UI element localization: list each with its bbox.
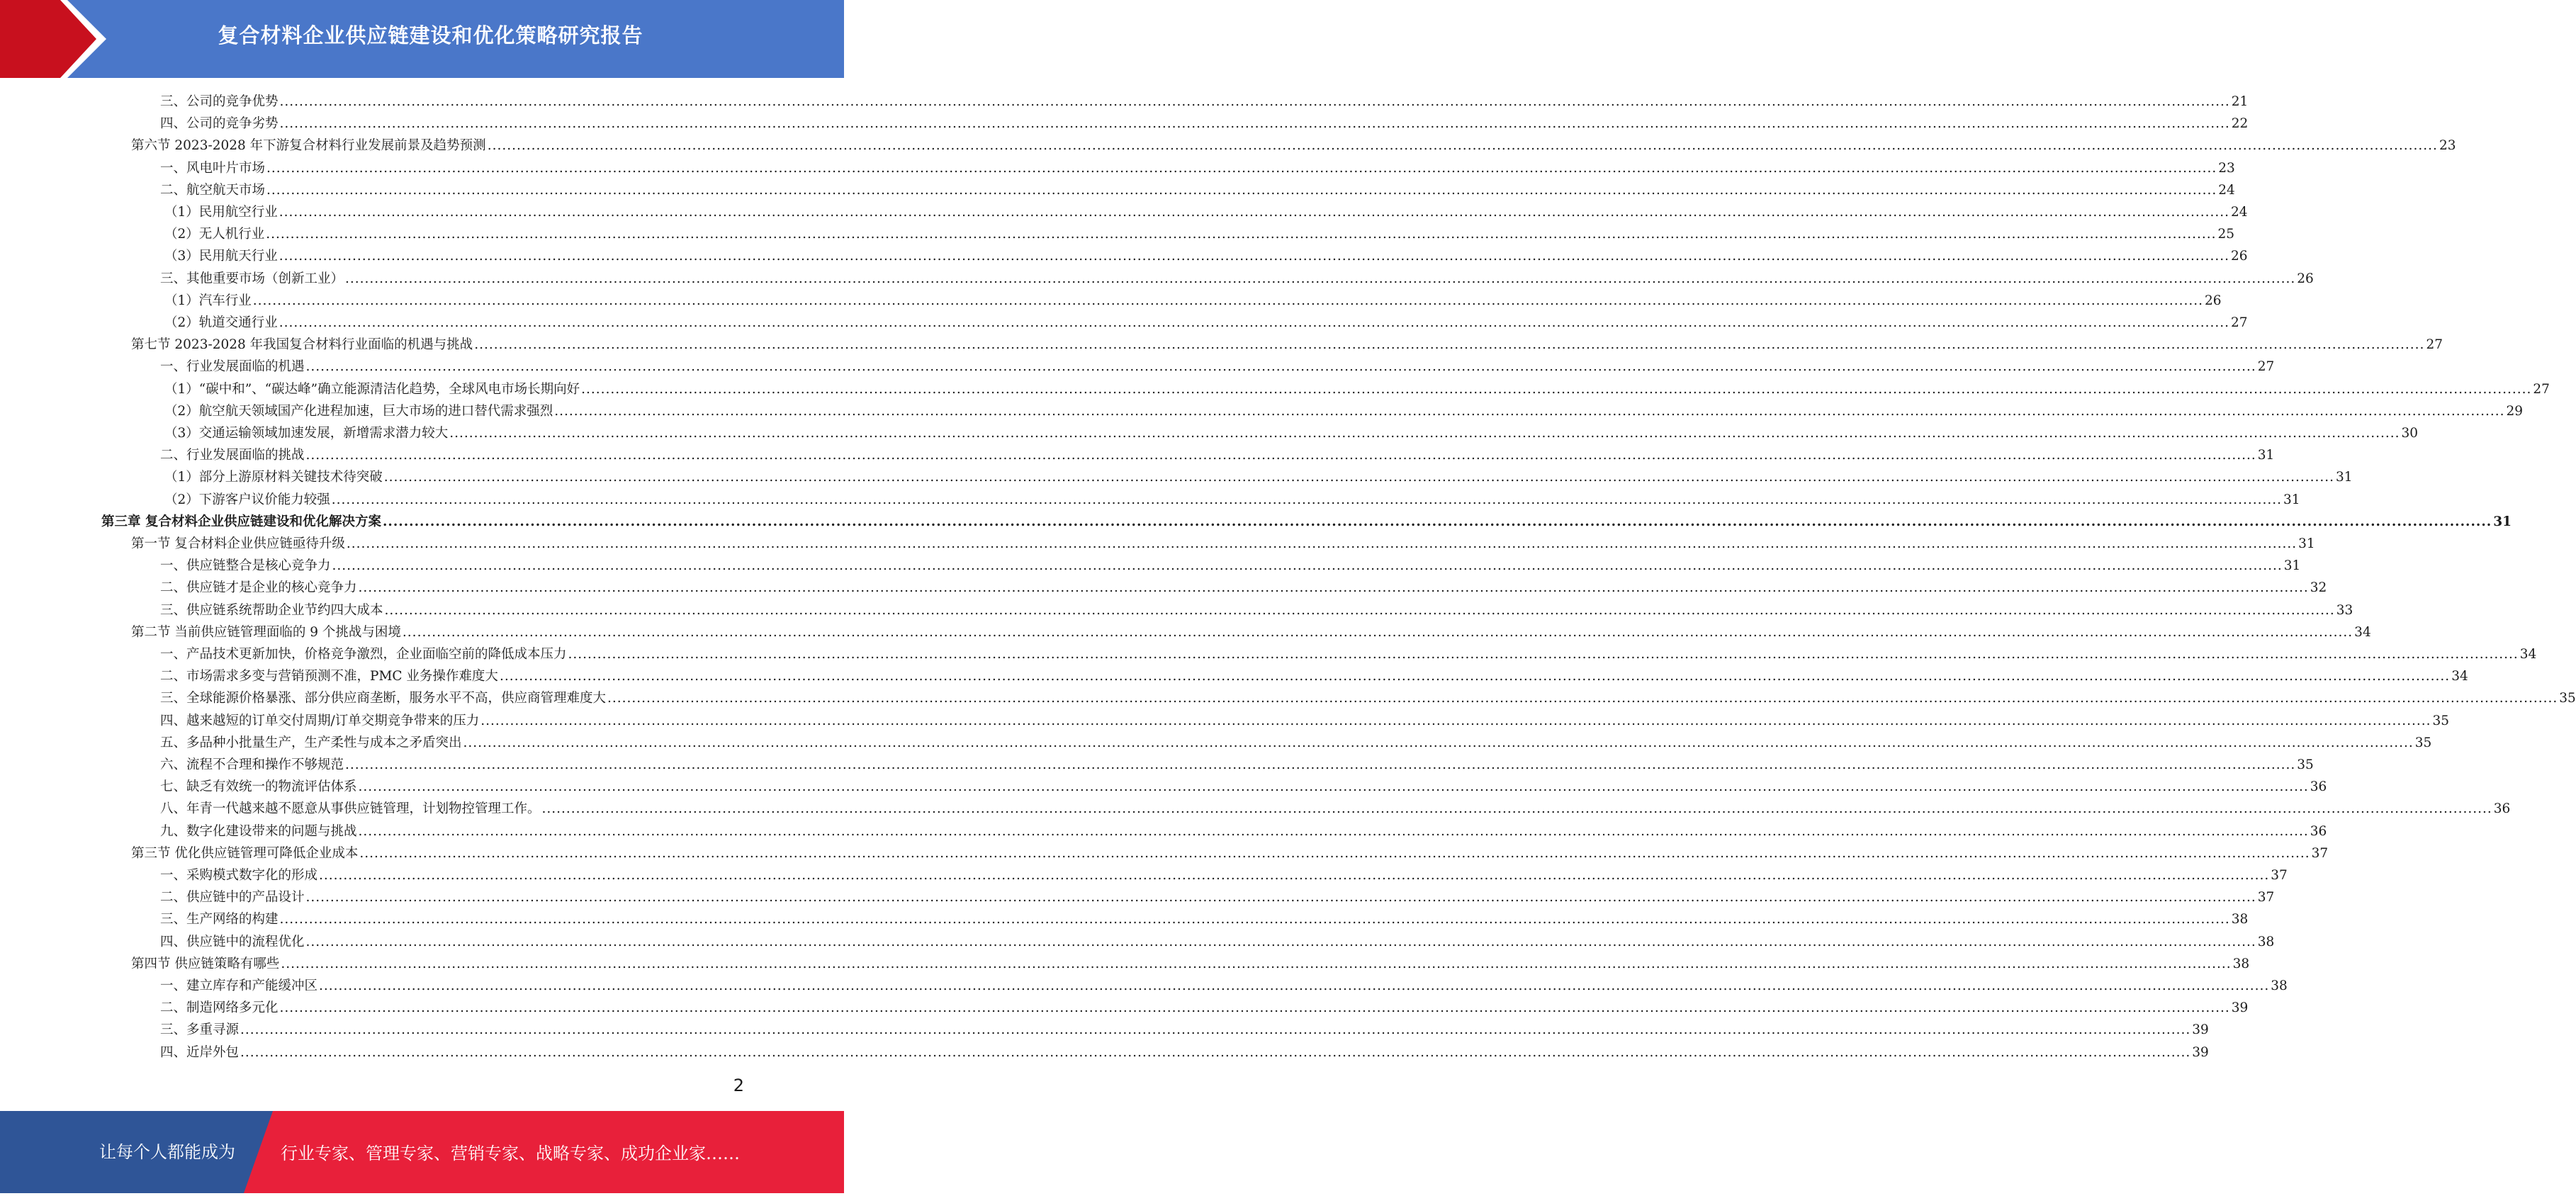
toc-entry-page: 38 xyxy=(2257,934,2275,949)
toc-entry-title: 九、数字化建设带来的问题与挑战 xyxy=(160,823,357,839)
toc-entry-page: 31 xyxy=(2283,558,2301,574)
toc-entry-page: 22 xyxy=(2231,116,2249,132)
toc-entry-title: 二、供应链中的产品设计 xyxy=(160,890,305,906)
toc-dot-leader: ................................................................................................................................................................................................................................................................................................................................................................................................................ xyxy=(581,381,2532,397)
toc-entry-title: （1）汽车行业 xyxy=(164,293,252,308)
toc-dot-leader: ................................................................................................................................................................................................................................................................................................................................................................................................................ xyxy=(541,801,2492,817)
toc-dot-leader: ................................................................................................................................................................................................................................................................................................................................................................................................................ xyxy=(279,94,2230,109)
toc-entry-page: 24 xyxy=(2218,182,2235,198)
toc-entry-title: 四、近岸外包 xyxy=(160,1044,240,1060)
toc-entry[interactable] xyxy=(131,533,2315,555)
toc-entry-page: 35 xyxy=(2559,691,2576,706)
toc-entry[interactable] xyxy=(160,665,2468,687)
toc-entry-title: 一、行业发展面临的机遇 xyxy=(160,359,305,375)
toc-entry-page: 27 xyxy=(2533,381,2550,397)
toc-entry-page: 36 xyxy=(2493,801,2511,817)
toc-entry[interactable] xyxy=(160,1042,2209,1064)
toc-entry-title: 二、制造网络多元化 xyxy=(160,1000,279,1016)
toc-entry-page: 31 xyxy=(2283,492,2300,507)
toc-dot-leader: ................................................................................................................................................................................................................................................................................................................................................................................................................ xyxy=(266,182,2217,198)
toc-entry-title: 一、供应链整合是核心竞争力 xyxy=(160,558,331,574)
toc-entry[interactable] xyxy=(160,886,2275,908)
toc-entry-title: 第六节 2023-2028 年下游复合材料行业发展前景及趋势预测 xyxy=(131,138,486,154)
toc-entry[interactable] xyxy=(160,157,2235,179)
toc-entry[interactable] xyxy=(164,312,2248,334)
toc-entry-title: （2）轨道交通行业 xyxy=(164,315,278,330)
toc-entry-page: 31 xyxy=(2298,536,2315,551)
toc-dot-leader: ................................................................................................................................................................................................................................................................................................................................................................................................................ xyxy=(449,426,2400,441)
toc-entry-title: 二、航空航天市场 xyxy=(160,182,266,198)
toc-entry-title: 第一节 复合材料企业供应链亟待升级 xyxy=(131,536,345,551)
toc-entry[interactable] xyxy=(164,422,2419,444)
toc-entry-title: 二、行业发展面临的挑战 xyxy=(160,448,305,463)
toc-dot-leader: ................................................................................................................................................................................................................................................................................................................................................................................................................ xyxy=(383,470,2335,485)
toc-entry[interactable] xyxy=(131,953,2250,975)
toc-dot-leader: ................................................................................................................................................................................................................................................................................................................................................................................................................ xyxy=(474,337,2425,353)
footer-slogan-right: 行业专家、管理专家、营销专家、战略专家、成功企业家…… xyxy=(281,1144,740,1163)
toc-dot-leader: ................................................................................................................................................................................................................................................................................................................................................................................................................ xyxy=(607,691,2558,706)
toc-dot-leader: ................................................................................................................................................................................................................................................................................................................................................................................................................ xyxy=(402,624,2353,640)
toc-entry-title: 一、产品技术更新加快，价格竞争激烈，企业面临空前的降低成本压力 xyxy=(160,647,567,662)
toc-dot-leader: ................................................................................................................................................................................................................................................................................................................................................................................................................ xyxy=(487,138,2438,154)
toc-entry-page: 27 xyxy=(2426,337,2443,353)
toc-dot-leader: ................................................................................................................................................................................................................................................................................................................................................................................................................ xyxy=(240,1044,2191,1060)
toc-entry-title: 第二节 当前供应链管理面临的 9 个挑战与困境 xyxy=(131,624,401,640)
toc-entry-title: 一、建立库存和产能缓冲区 xyxy=(160,978,318,993)
toc-entry-title: 第四节 供应链策略有哪些 xyxy=(131,956,280,971)
toc-entry-page: 33 xyxy=(2336,602,2353,618)
toc-entry-title: 三、多重寻源 xyxy=(160,1022,240,1038)
toc-entry[interactable] xyxy=(160,732,2432,754)
toc-entry[interactable] xyxy=(160,444,2275,466)
toc-dot-leader: ................................................................................................................................................................................................................................................................................................................................................................................................................ xyxy=(480,713,2431,728)
toc-entry-page: 39 xyxy=(2192,1022,2209,1038)
toc-entry-page: 21 xyxy=(2231,94,2249,109)
toc-entry[interactable] xyxy=(160,555,2301,577)
toc-entry[interactable] xyxy=(160,820,2327,842)
toc-entry[interactable] xyxy=(164,223,2235,245)
toc-dot-leader: ................................................................................................................................................................................................................................................................................................................................................................................................................ xyxy=(279,1000,2230,1016)
toc-entry-title: 第三节 优化供应链管理可降低企业成本 xyxy=(131,845,359,861)
toc-entry-page: 37 xyxy=(2271,868,2288,883)
toc-entry[interactable] xyxy=(160,179,2235,201)
toc-entry[interactable] xyxy=(164,466,2353,488)
toc-dot-leader: ................................................................................................................................................................................................................................................................................................................................................................................................................ xyxy=(358,580,2309,596)
toc-entry-title: （3）民用航天行业 xyxy=(164,249,278,264)
toc-entry-title: 六、流程不合理和操作不够规范 xyxy=(160,757,344,772)
toc-entry[interactable] xyxy=(160,997,2249,1019)
toc-entry-title: 三、其他重要市场（创新工业） xyxy=(160,271,344,286)
toc-entry[interactable] xyxy=(164,378,2550,400)
toc-dot-leader: ................................................................................................................................................................................................................................................................................................................................................................................................................ xyxy=(319,868,2270,883)
toc-entry-title: 第三章 复合材料企业供应链建设和优化解决方案 xyxy=(101,514,381,529)
toc-entry-title: （1）“碳中和”、“碳达峰”确立能源清洁化趋势，全球风电市场长期向好 xyxy=(164,381,580,397)
toc-entry[interactable] xyxy=(160,908,2249,930)
toc-entry-title: 三、供应链系统帮助企业节约四大成本 xyxy=(160,602,383,618)
toc-entry-page: 29 xyxy=(2506,403,2524,419)
toc-entry-title: （1）部分上游原材料关键技术待突破 xyxy=(164,470,383,485)
page-footer xyxy=(0,1111,844,1193)
toc-entry-title: （2）无人机行业 xyxy=(164,227,265,242)
toc-dot-leader: ................................................................................................................................................................................................................................................................................................................................................................................................................ xyxy=(345,757,2296,772)
toc-entry-page: 38 xyxy=(2271,978,2288,993)
toc-entry[interactable] xyxy=(160,356,2275,378)
toc-dot-leader: ................................................................................................................................................................................................................................................................................................................................................................................................................ xyxy=(358,823,2309,839)
toc-entry-page: 37 xyxy=(2257,890,2275,906)
toc-dot-leader: ................................................................................................................................................................................................................................................................................................................................................................................................................ xyxy=(358,779,2309,795)
toc-dot-leader: ................................................................................................................................................................................................................................................................................................................................................................................................................ xyxy=(384,602,2335,618)
toc-dot-leader: ................................................................................................................................................................................................................................................................................................................................................................................................................ xyxy=(279,249,2230,264)
toc-entry-title: 第七节 2023-2028 年我国复合材料行业面临的机遇与挑战 xyxy=(131,337,473,353)
toc-dot-leader: ................................................................................................................................................................................................................................................................................................................................................................................................................ xyxy=(266,160,2217,176)
toc-dot-leader: ................................................................................................................................................................................................................................................................................................................................................................................................................ xyxy=(252,293,2204,308)
toc-dot-leader: ................................................................................................................................................................................................................................................................................................................................................................................................................ xyxy=(305,359,2256,375)
toc-dot-leader: ................................................................................................................................................................................................................................................................................................................................................................................................................ xyxy=(279,315,2230,330)
toc-entry[interactable] xyxy=(101,511,2512,533)
toc-entry-page: 24 xyxy=(2231,205,2248,220)
toc-dot-leader: ................................................................................................................................................................................................................................................................................................................................................................................................................ xyxy=(279,116,2230,132)
toc-dot-leader: ................................................................................................................................................................................................................................................................................................................................................................................................................ xyxy=(281,956,2232,971)
toc-dot-leader: ................................................................................................................................................................................................................................................................................................................................................................................................................ xyxy=(463,735,2414,750)
toc-entry[interactable] xyxy=(160,599,2353,621)
toc-entry-title: （2）下游客户议价能力较强 xyxy=(164,492,330,507)
toc-entry-title: 一、采购模式数字化的形成 xyxy=(160,868,318,883)
toc-entry[interactable] xyxy=(164,400,2524,422)
toc-entry-page: 38 xyxy=(2232,956,2250,971)
toc-entry-title: （1）民用航空行业 xyxy=(164,205,278,220)
toc-entry[interactable] xyxy=(160,643,2537,665)
toc-entry-page: 25 xyxy=(2217,227,2235,242)
toc-entry[interactable] xyxy=(160,776,2327,798)
toc-entry-page: 34 xyxy=(2354,624,2371,640)
toc-dot-leader: ................................................................................................................................................................................................................................................................................................................................................................................................................ xyxy=(319,978,2270,993)
toc-entry[interactable] xyxy=(164,245,2248,267)
toc-entry-page: 26 xyxy=(2231,249,2248,264)
toc-entry-title: 一、风电叶片市场 xyxy=(160,160,266,176)
toc-entry-title: 四、越来越短的订单交付周期/订单交期竞争带来的压力 xyxy=(160,713,480,728)
toc-entry[interactable] xyxy=(160,975,2288,997)
toc-entry[interactable] xyxy=(160,113,2249,135)
toc-entry-page: 36 xyxy=(2310,779,2327,795)
toc-entry[interactable] xyxy=(131,842,2329,864)
toc-dot-leader: ................................................................................................................................................................................................................................................................................................................................................................................................................ xyxy=(305,890,2256,906)
toc-entry-page: 30 xyxy=(2401,426,2419,441)
toc-entry[interactable] xyxy=(160,1019,2209,1041)
toc-dot-leader: ................................................................................................................................................................................................................................................................................................................................................................................................................ xyxy=(345,271,2296,286)
toc-entry[interactable] xyxy=(160,754,2314,776)
toc-entry[interactable] xyxy=(164,201,2248,223)
toc-entry-page: 39 xyxy=(2192,1044,2209,1060)
toc-entry-page: 36 xyxy=(2310,823,2327,839)
toc-entry[interactable] xyxy=(131,621,2371,643)
report-title: 复合材料企业供应链建设和优化策略研究报告 xyxy=(218,23,643,47)
toc-entry-page: 27 xyxy=(2231,315,2248,330)
toc-entry-title: 三、生产网络的构建 xyxy=(160,912,279,927)
toc-entry[interactable] xyxy=(160,864,2288,886)
toc-entry-page: 35 xyxy=(2432,713,2450,728)
toc-entry-page: 26 xyxy=(2297,271,2314,286)
toc-entry-title: （3）交通运输领域加速发展，新增需求潜力较大 xyxy=(164,426,449,441)
toc-entry[interactable] xyxy=(160,798,2511,820)
toc-dot-leader: ................................................................................................................................................................................................................................................................................................................................................................................................................ xyxy=(331,492,2283,507)
toc-entry-page: 31 xyxy=(2493,514,2512,529)
toc-entry[interactable] xyxy=(131,135,2456,157)
toc-entry-page: 34 xyxy=(2451,669,2468,684)
toc-entry-page: 32 xyxy=(2310,580,2327,596)
toc-dot-leader: ................................................................................................................................................................................................................................................................................................................................................................................................................ xyxy=(499,669,2451,684)
toc-dot-leader: ................................................................................................................................................................................................................................................................................................................................................................................................................ xyxy=(554,403,2505,419)
toc-entry[interactable] xyxy=(164,290,2222,312)
toc-entry-page: 39 xyxy=(2231,1000,2249,1016)
page-header xyxy=(0,0,844,78)
header-red-arrow-icon xyxy=(0,0,106,78)
toc-entry-title: 四、公司的竞争劣势 xyxy=(160,116,279,132)
toc-entry-page: 38 xyxy=(2231,912,2249,927)
toc-entry-title: （2）航空航天领域国产化进程加速，巨大市场的进口替代需求强烈 xyxy=(164,403,553,419)
toc-entry-title: 八、年青一代越来越不愿意从事供应链管理，计划物控管理工作。 xyxy=(160,801,541,817)
toc-entry-page: 35 xyxy=(2414,735,2432,750)
toc-entry-page: 31 xyxy=(2257,448,2275,463)
toc-entry[interactable] xyxy=(160,91,2249,113)
toc-entry[interactable] xyxy=(160,931,2275,953)
toc-entry-page: 26 xyxy=(2205,293,2222,308)
toc-dot-leader: ................................................................................................................................................................................................................................................................................................................................................................................................................ xyxy=(346,536,2297,551)
toc-dot-leader: ................................................................................................................................................................................................................................................................................................................................................................................................................ xyxy=(240,1022,2191,1038)
toc-dot-leader: ................................................................................................................................................................................................................................................................................................................................................................................................................ xyxy=(305,934,2256,949)
toc-dot-leader: ................................................................................................................................................................................................................................................................................................................................................................................................................ xyxy=(266,227,2217,242)
toc-dot-leader: ................................................................................................................................................................................................................................................................................................................................................................................................................ xyxy=(332,558,2283,574)
toc-dot-leader: ................................................................................................................................................................................................................................................................................................................................................................................................................ xyxy=(359,845,2310,861)
toc-entry-title: 三、公司的竞争优势 xyxy=(160,94,279,109)
toc-entry-title: 五、多品种小批量生产，生产柔性与成本之矛盾突出 xyxy=(160,735,462,750)
toc-entry[interactable] xyxy=(164,489,2300,511)
toc-entry-title: 二、市场需求多变与营销预测不准，PMC 业务操作难度大 xyxy=(160,669,498,684)
toc-dot-leader: ................................................................................................................................................................................................................................................................................................................................................................................................................ xyxy=(305,448,2256,463)
toc-entry[interactable] xyxy=(160,577,2327,599)
toc-entry-title: 七、缺乏有效统一的物流评估体系 xyxy=(160,779,357,795)
toc-entry[interactable] xyxy=(160,710,2450,732)
toc-entry-title: 二、供应链才是企业的核心竞争力 xyxy=(160,580,357,596)
toc-dot-leader: ................................................................................................................................................................................................................................................................................................................................................................................................................ xyxy=(568,647,2519,662)
toc-dot-leader: ................................................................................................................................................................................................................................................................................................................................................................................................................ xyxy=(279,205,2230,220)
toc-entry-page: 37 xyxy=(2311,845,2329,861)
toc-entry-page: 31 xyxy=(2336,470,2353,485)
toc-entry-page: 35 xyxy=(2297,757,2314,772)
toc-entry-page: 34 xyxy=(2519,647,2537,662)
toc-entry-page: 27 xyxy=(2257,359,2275,375)
toc-entry[interactable] xyxy=(160,268,2314,290)
toc-entry-page: 23 xyxy=(2439,138,2456,154)
toc-entry[interactable] xyxy=(160,687,2576,709)
toc-entry-title: 四、供应链中的流程优化 xyxy=(160,934,305,949)
toc-entry[interactable] xyxy=(131,334,2443,356)
toc-entry-page: 23 xyxy=(2218,160,2235,176)
toc-dot-leader: ................................................................................................................................................................................................................................................................................................................................................................................................................ xyxy=(279,912,2230,927)
page-number: 2 xyxy=(733,1076,744,1095)
toc-entry-title: 三、全球能源价格暴涨、部分供应商垄断，服务水平不高，供应商管理难度大 xyxy=(160,691,607,706)
toc-dot-leader: ................................................................................................................................................................................................................................................................................................................................................................................................................ xyxy=(382,514,2492,529)
footer-slogan-left: 让每个人都能成为 xyxy=(99,1142,235,1162)
